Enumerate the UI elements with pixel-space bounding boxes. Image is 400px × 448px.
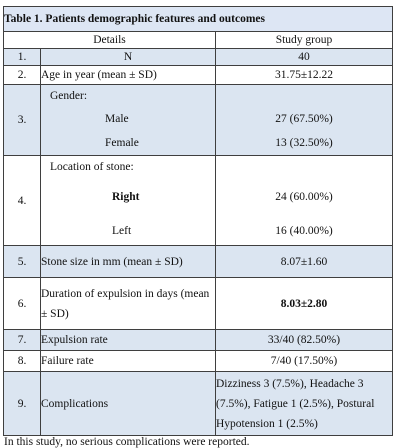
row-number: 8. (4, 351, 41, 372)
sub-value: 13 (32.50%) (275, 137, 333, 149)
row-value: 40 (216, 49, 393, 66)
sub-label: Right (112, 190, 140, 203)
table-row (4, 330, 393, 351)
sub-label: Male (105, 113, 129, 125)
sub-value: 24 (60.00%) (275, 190, 333, 203)
footer-text: In this study, no serious complications were reported. (4, 436, 250, 448)
header-details: Details (4, 32, 216, 49)
row-number: 4. (4, 156, 41, 246)
row-label: Gender: (50, 90, 88, 102)
row-value: 8.07±1.60 (216, 246, 393, 278)
row-label: Location of stone: (50, 160, 134, 173)
table-title: Table 1. Patients demographic features and outcomes (4, 7, 393, 32)
table-row (4, 246, 393, 278)
table-row (4, 351, 393, 372)
sub-label: Female (105, 137, 139, 149)
row-label: Stone size in mm (mean ± SD) (41, 246, 216, 278)
row-label: N (41, 49, 216, 66)
table-title-row (4, 7, 393, 32)
row-number: 1. (4, 49, 41, 66)
table-header-row (4, 32, 393, 49)
table-row (4, 156, 393, 246)
row-number: 5. (4, 246, 41, 278)
table-row (4, 278, 393, 330)
sub-label: Left (112, 224, 132, 237)
row-label: Failure rate (41, 351, 216, 372)
row-number: 2. (4, 66, 41, 85)
row-number: 6. (4, 278, 41, 330)
row-value: 8.03±2.80 (216, 278, 393, 330)
row-value: 7/40 (17.50%) (216, 351, 393, 372)
outcomes-table (3, 6, 393, 436)
header-study-group: Study group (216, 32, 393, 49)
row-label: Complications (41, 372, 216, 436)
row-label: Age in year (mean ± SD) (41, 66, 216, 85)
row-number: 3. (4, 85, 41, 156)
row-value: Dizziness 3 (7.5%), Headache 3 (7.5%), Fatigue 1 (2.5%), Postural Hypotension 1 (2.5%) (216, 372, 393, 436)
table-row (4, 372, 393, 436)
table-row (4, 85, 393, 156)
row-label: Duration of expulsion in days (mean ± SD) (41, 278, 216, 330)
row-number: 9. (4, 372, 41, 436)
sub-value: 27 (67.50%) (275, 113, 333, 125)
row-number: 7. (4, 330, 41, 351)
row-value: 31.75±12.22 (216, 66, 393, 85)
row-value: 33/40 (82.50%) (216, 330, 393, 351)
table-row (4, 66, 393, 85)
table-row (4, 49, 393, 66)
sub-value: 16 (40.00%) (275, 224, 333, 237)
row-label: Expulsion rate (41, 330, 216, 351)
